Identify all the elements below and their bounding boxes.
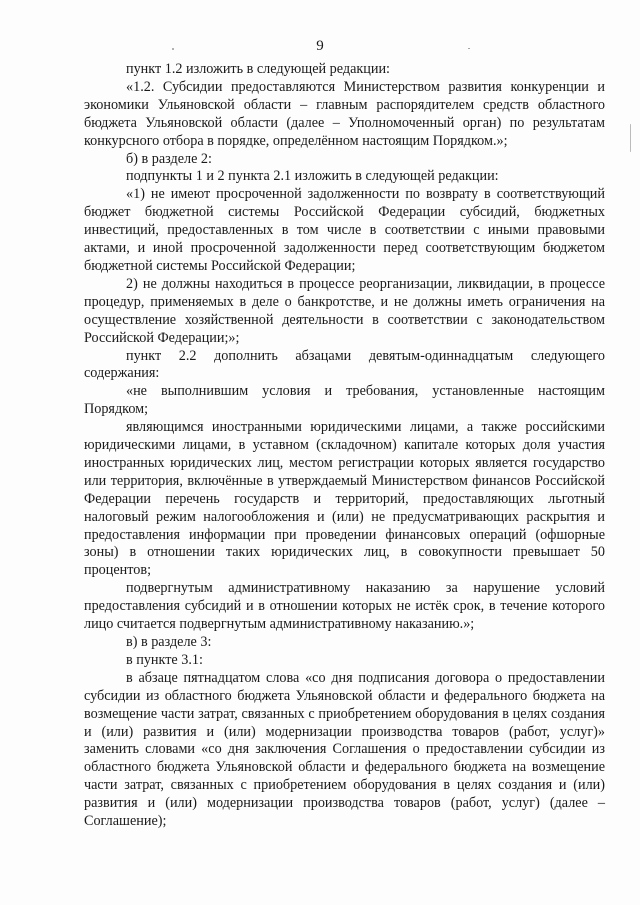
scan-speck [172,48,174,50]
page-number: 9 [316,38,324,54]
paragraph-13: в абзаце пятнадцатом слова «со дня подписания договора о предоставлении субсидии из областного бюджета Ульяновской области и федерального бюджета на возмещение части затрат, связанных с приобретением оборудования в целях создания и (или) развития и (или) модернизации производства товаров (работ, услуг)» заменить словами «со дня заключения Соглашения о предоставлении субсидии из областного бюджета Ульяновской области и федерального бюджета на возмещение части затрат, связанных с приобретением оборудования в целях создания и (или) развития и (или) модернизации производства товаров (работ, услуг) (далее – Соглашение); [84,669,605,830]
paragraph-7: пункт 2.2 дополнить абзацами девятым-одиннадцатым следующего содержания: [84,347,605,382]
paragraph-11: в) в разделе 3: [126,634,212,650]
paragraph-8: «не выполнившим условия и требования, установленные настоящим Порядком; [84,383,605,418]
scan-speck [630,124,631,152]
paragraph-6: 2) не должны находиться в процессе реорганизации, ликвидации, в процессе процедур, применяемых в деле о банкротстве, и не должны иметь ограничения на осуществление хозяйственной деятельности в соответствии с законодательством Российской Федерации;»; [84,275,605,346]
paragraph-1: пункт 1.2 изложить в следующей редакции: [126,61,390,77]
paragraph-3: б) в разделе 2: [126,150,212,167]
document-body [84,61,605,831]
scan-speck [468,48,470,49]
paragraph-12: в пункте 3.1: [126,651,203,668]
paragraph-10: подвергнутым административному наказанию за нарушение условий предоставления субсидий и в отношении которых не истёк срок, в течение которого лицо считается подвергнутым административному наказанию.»; [84,580,605,633]
paragraph-5: «1) не имеют просроченной задолженности по возврату в соответствующий бюджет бюджетной системы Российской Федерации субсидий, бюджетных инвестиций, предоставленных в том числе в соответствии с иными правовыми актами, и иной просроченной задолженности перед соответствующим бюджетом бюджетной системы Российской Федерации; [84,186,605,274]
paragraph-4: подпункты 1 и 2 пункта 2.1 изложить в следующей редакции: [126,168,499,185]
paragraph-9: являющимся иностранными юридическими лицами, а также российскими юридическими лицами, в уставном (складочном) капитале которых доля участия иностранных юридических лиц, местом регистрации которых является государство или территория, включённые в утверждаемый Министерством финансов Российской Федерации перечень государств и территорий, предоставляющих льготный налоговый режим налогообложения и (или) не предусматривающих раскрытия и предоставления информации при проведении финансовых операций (офшорные зоны) в отношении таких юридических лиц, в совокупности превышает 50 процентов; [84,419,605,579]
paragraph-2: «1.2. Субсидии предоставляются Министерством развития конкуренции и экономики Ульяновской области – главным распорядителем средств областного бюджета Ульяновской области (далее – Уполномоченный орган) по результатам конкурсного отбора в порядке, определённом настоящим Порядком.»; [84,78,605,149]
